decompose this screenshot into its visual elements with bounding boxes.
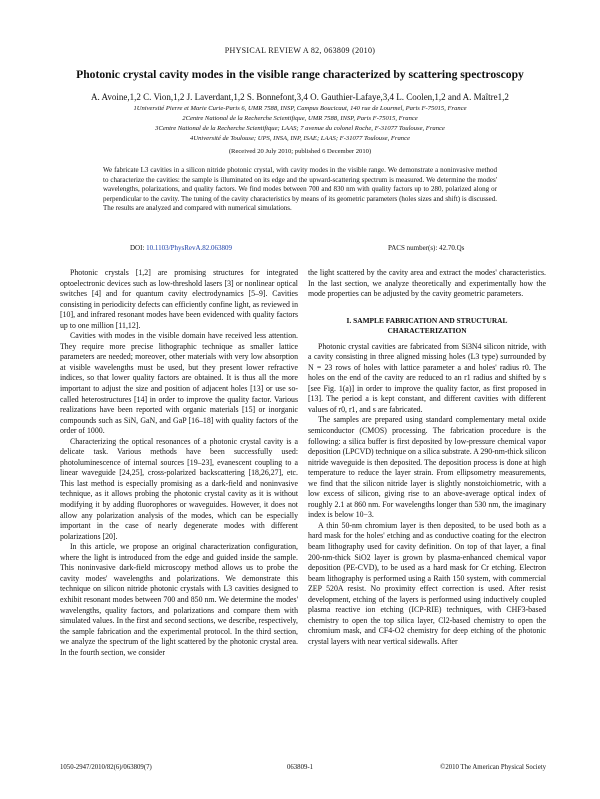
journal-header: PHYSICAL REVIEW A 82, 063809 (2010) <box>224 46 376 55</box>
paragraph: Photonic crystals [1,2] are promising structures for integrated optoelectronic devices such as low-threshold lasers [3] or nonlinear optical switches [4] and for quantum cavity electrodynamics [5–9]. Cavities consisting in periodicity defects can efficiently confine light, as reviewed in [10], and infrared resonant modes have been evidenced with quality factors up to one million [11,12]. <box>60 268 298 330</box>
author-list: A. Avoine,1,2 C. Vion,1,2 J. Laverdant,1,2 S. Bonnefont,3,4 O. Gauthier-Lafaye,3,4 L. Coolen,1,2 and A. Maître1,2 <box>91 92 509 102</box>
received-dates: (Received 20 July 2010; published 6 December 2010) <box>228 148 372 155</box>
paragraph: The samples are prepared using standard complementary metal oxide semiconductor (CMOS) processing. The fabrication procedure is the following: a silica buffer is first deposited by low-pressure chemical vapor deposition (LPCVD) technique on a silica substrate. A 290-nm-thick silicon nitride waveguide is then deposited. The deposition process is done at high temperature to reduce the layer strain. From ellipsometry measurements, we find that the silicon nitride layer is slightly nonstoichiometric, with a low excess of silicon, giving rise to an above-average optical index of roughly 2.1 at 860 nm. For wavelengths longer than 530 nm, the imaginary index is below 10−3. <box>308 415 546 520</box>
doi-link[interactable]: 10.1103/PhysRevA.82.063809 <box>146 244 233 252</box>
section-heading: I. SAMPLE FABRICATION AND STRUCTURAL CHARACTERIZATION <box>346 315 508 335</box>
affiliation-3: 3Centre National de la Recherche Scientifique; LAAS; 7 avenue du colonel Roche, F-31077 Toulouse, France <box>155 125 445 132</box>
doi-label: DOI: <box>130 244 145 252</box>
affiliation-4: 4Université de Toulouse; UPS, INSA, INP, ISAE; LAAS; F-31077 Toulouse, France <box>190 135 410 142</box>
affiliation-1: 1Université Pierre et Marie Curie-Paris 6, UMR 7588, INSP, Campus Boucicaut, 140 rue de Lourmel, Paris F-75015, France <box>133 105 467 112</box>
right-column <box>308 268 546 648</box>
paragraph: Cavities with modes in the visible domain have received less attention. They require more precise lithographic technique as smaller lattice parameters are needed; moreover, other materials with very low absorption at visible wavelengths must be used, but they present lower refractive indices, so that lower quality factors are obtained. It is thus all the more important to adjust the size and position of adjacent holes [13] or use so-called heterostructures [14] in order to improve the quality factor. Various realizations have been reported with organic materials [15] or inorganic compounds such as SiN, GaN, and GaP [16–18] with quality factors of the order of 1000. <box>60 331 298 436</box>
paragraph: Characterizing the optical resonances of a photonic crystal cavity is a delicate task. Various methods have been successfully used: photoluminescence of internal sources [19–23], evanescent coupling to a linear waveguide [24,25], cross-polarized backscattering [18,26,27], etc. This last method is especially promising as a dark-field and noninvasive technique, as it allows probing the photonic crystal cavity as it is without modifying it by adding fluorophores or waveguides. However, it does not allow any polarization analysis of the modes, which can be especially important in the case of nearly degenerate modes with different polarizations [20]. <box>60 436 298 541</box>
abstract: We fabricate L3 cavities in a silicon nitride photonic crystal, with cavity modes in the visible range. We demonstrate a noninvasive method to characterize the cavities: the sample is illuminated on its edge and the upward-scattering spectrum is measured. We determine the modes' wavelengths, polarizations, and quality factors. We find modes between 700 and 830 nm with quality factors up to 280, polarized along or perpendicular to the cavity. The tuning of the cavity characteristics by means of its geometric parameters (holes sizes and shift) is discussed. The results are analyzed and compared with numerical simulations. <box>103 166 497 212</box>
paragraph: the light scattered by the cavity area and extract the modes' characteristics. In the last section, we analyze theoretically and experimentally how the mode properties can be adjusted by the cavity geometric parameters. <box>308 268 546 299</box>
paragraph: A thin 50-nm chromium layer is then deposited, to be used both as a hard mask for the holes' etching and as conductive coating for the electron beam lithography used for cavity definition. On top of that layer, a final 200-nm-thick SiO2 layer is grown by plasma-enhanced chemical vapor deposition (PE-CVD), to be used as a hard mask for Cr etching. Electron beam lithography is performed using a Raith 150 system, with commercial ZEP 520A resist. No proximity effect correction is used. After resist development, etching of the layers is performed using inductively coupled plasma reactive ion etching (ICP-RIE) techniques, with CHF3-based chemistry to open the top silica layer, Cl2-based chemistry to open the chromium mask, and CF4-O2 chemistry for deep etching of the photonic crystal layers with near vertical sidewalls. After <box>308 520 546 646</box>
footer-page-number: 063809-1 <box>286 764 314 771</box>
paragraph: Photonic crystal cavities are fabricated from Si3N4 silicon nitride, with a cavity consisting in three aligned missing holes (L3 type) surrounded by N = 23 rows of holes with lattice parameter a and holes' radius r0. The holes on the end of the cavity are reduced to an r1 radius and shifted by s [see Fig. 1(a)] in order to improve the quality factor, as first proposed in [13]. The period a is kept constant, and different cavities with different values of r0, r1, and s are fabricated. <box>308 341 546 414</box>
footer-copyright: ©2010 The American Physical Society <box>440 764 546 771</box>
paper-title: Photonic crystal cavity modes in the visible range characterized by scattering spectroscopy <box>76 68 524 81</box>
left-column <box>60 268 298 658</box>
footer-issn: 1050-2947/2010/82(6)/063809(7) <box>60 764 152 771</box>
paragraph: In this article, we propose an original characterization configuration, where the light is introduced from the edge and guided inside the sample. This noninvasive dark-field microscopy method allows us to probe the cavity modes' wavelengths and polarizations. We demonstrate this technique on silicon nitride photonic crystals with L3 cavities designed to exhibit resonant modes between 700 and 850 nm. We determine the modes' wavelengths, quality factors, and polarizations and compare them with simulated values. In the first and second sections, we describe, respectively, the sample fabrication and the experimental protocol. In the third section, we analyze the spectrum of the light scattered by the photonic crystal area. In the fourth section, we consider <box>60 542 298 657</box>
affiliation-2: 2Centre National de la Recherche Scientifique, UMR 7588, INSP, Paris F-75015, France <box>182 115 418 122</box>
pacs-numbers: PACS number(s): 42.70.Qs <box>388 244 465 252</box>
doi-line <box>130 244 232 252</box>
